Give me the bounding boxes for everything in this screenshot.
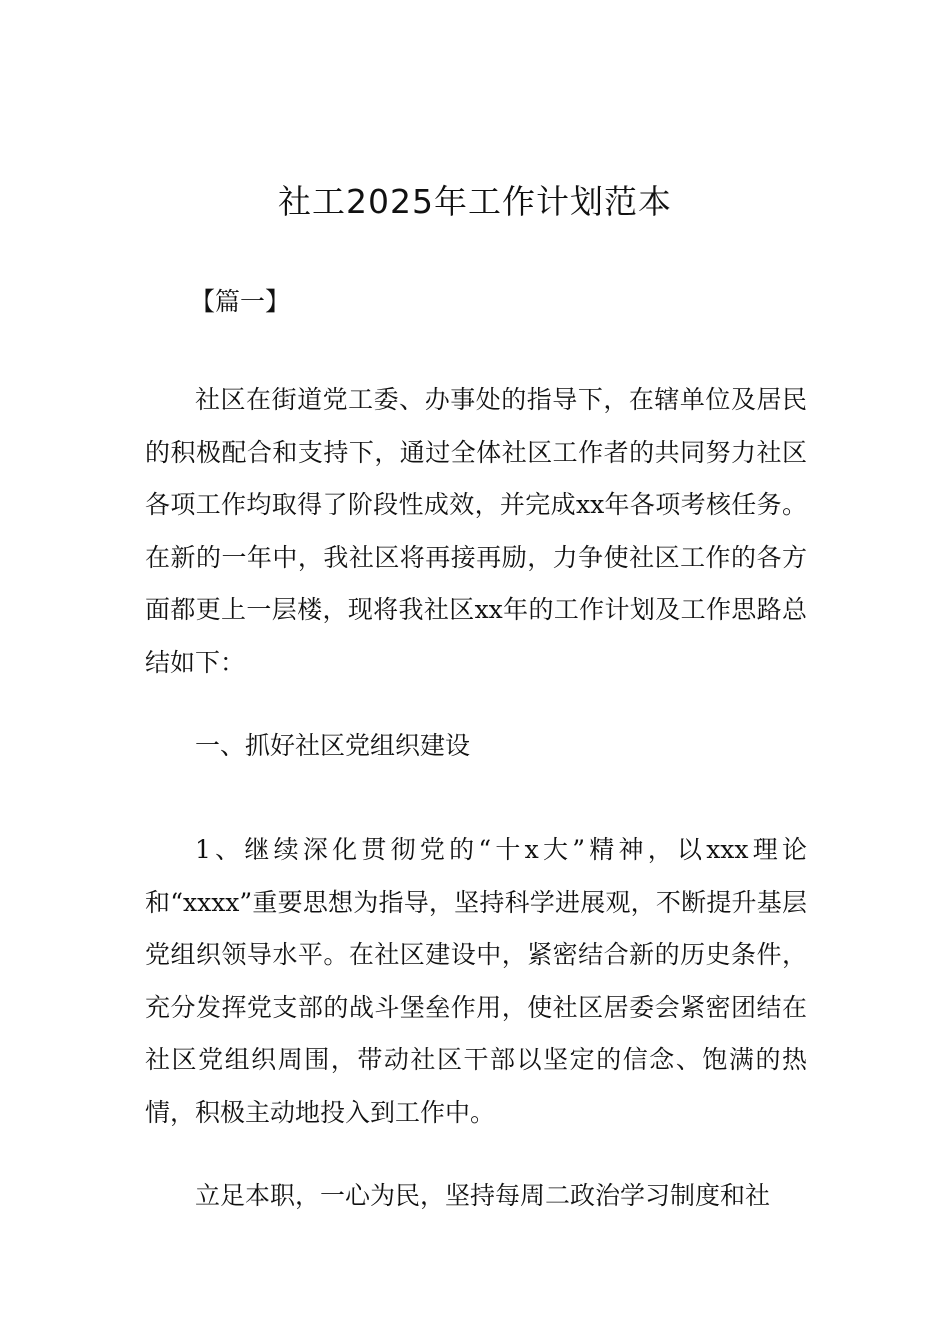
intro-paragraph: 社区在街道党工委、办事处的指导下，在辖单位及居民的积极配合和支持下，通过全体社区工作者的共同努力社区各项工作均取得了阶段性成效，并完成xx年各项考核任务。在新的一年中，我社区将再接再励，力争使社区工作的各方面都更上一层楼，现将我社区xx年的工作计划及工作思路总结如下：	[145, 385, 807, 677]
document-title: 社工2025年工作计划范本	[278, 182, 672, 221]
section-label: 【篇一】	[190, 287, 291, 316]
closing-paragraph: 立足本职，一心为民，坚持每周二政治学习制度和社	[195, 1181, 771, 1210]
item-paragraph: 1、继续深化贯彻党的“十x大”精神，以xxx理论和“xxxx”重要思想为指导，坚持科学进展观，不断提升基层党组织领导水平。在社区建设中，紧密结合新的历史条件，充分发挥党支部的战斗堡垒作用，使社区居委会紧密团结在社区党组织周围，带动社区干部以坚定的信念、饱满的热情，积极主动地投入到工作中。	[145, 835, 807, 1127]
section-heading: 一、抓好社区党组织建设	[195, 731, 471, 760]
